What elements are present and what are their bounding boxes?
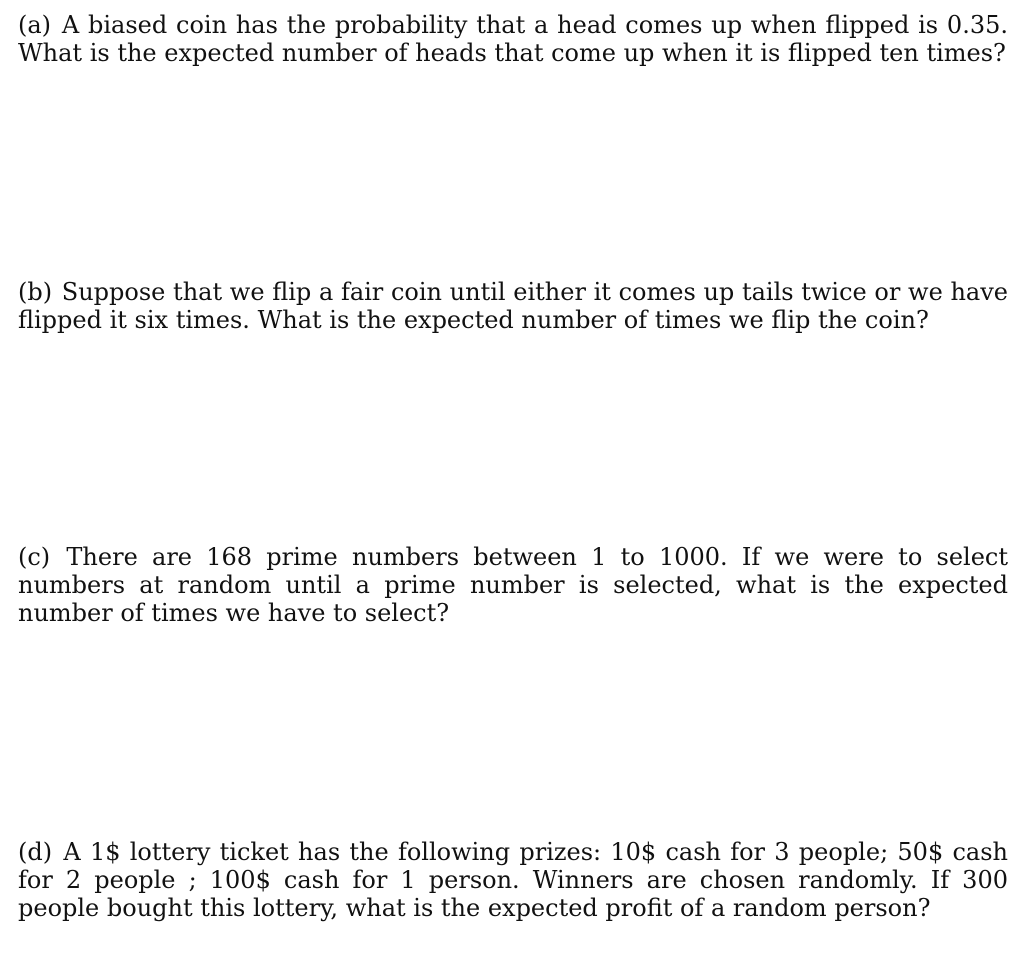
problem-d-label: (d) (18, 838, 53, 866)
problem-b (18, 278, 1008, 334)
problem-a-label: (a) (18, 11, 52, 39)
problem-c (18, 543, 1008, 627)
problem-d (18, 838, 1008, 922)
problem-a (18, 11, 1008, 67)
problem-c-text: There are 168 prime numbers between 1 to 1000. If we were to select numbers at random until a prime number is selected, what is the expected number of times we have to select? (18, 543, 1008, 627)
problem-c-label: (c) (18, 543, 51, 571)
problem-b-text: Suppose that we flip a fair coin until either it comes up tails twice or we have flipped it six times. What is the expected number of times we flip the coin? (18, 278, 1008, 334)
problem-a-text: A biased coin has the probability that a head comes up when flipped is 0.35. What is the expected number of heads that come up when it is flipped ten times? (18, 11, 1008, 67)
problem-d-text: A 1$ lottery ticket has the following prizes: 10$ cash for 3 people; 50$ cash for 2 people ; 100$ cash for 1 person. Winners are chosen randomly. If 300 people bought this lottery, what is the expected profit of a random person? (18, 838, 1008, 922)
problem-b-label: (b) (18, 278, 53, 306)
